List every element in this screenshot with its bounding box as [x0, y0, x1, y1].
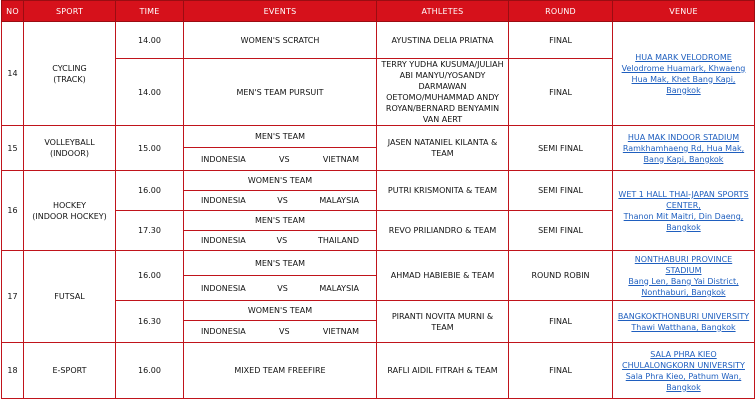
venue-cell [613, 22, 755, 126]
matchup [184, 148, 377, 171]
event-time: 15.00 [116, 126, 184, 171]
team-2: VIETNAM [322, 327, 359, 336]
team-2: MALAYSIA [319, 283, 359, 293]
table-row [2, 126, 755, 148]
header-no: NO [2, 1, 24, 22]
event-name: WOMEN'S SCRATCH [184, 22, 377, 59]
sport-name: VOLLEYBALL (INDOOR) [24, 126, 116, 171]
vs-label: VS [279, 327, 290, 336]
athletes: PUTRI KRISMONITA & TEAM [377, 171, 509, 211]
venue-cell [613, 126, 755, 171]
header-time: TIME [116, 1, 184, 22]
header-athletes: ATHLETES [377, 1, 509, 22]
event-time: 16.00 [116, 343, 184, 399]
round: SEMI FINAL [509, 211, 613, 251]
matchup [184, 321, 377, 343]
athletes: AYUSTINA DELIA PRIATNA [377, 22, 509, 59]
venue-link[interactable]: HUA MAK INDOOR STADIUM Ramkhamhaeng Rd, Hua Mak, Bang Kapi, Bangkok [622, 132, 745, 164]
row-number: 14 [2, 22, 24, 126]
round: SEMI FINAL [509, 171, 613, 211]
sport-name: HOCKEY (INDOOR HOCKEY) [24, 171, 116, 251]
athletes: REVO PRILIANDRO & TEAM [377, 211, 509, 251]
sport-name: FUTSAL [24, 251, 116, 343]
header-round: ROUND [509, 1, 613, 22]
event-category: MEN'S TEAM [184, 211, 377, 231]
table-row [2, 22, 755, 59]
team-1: INDONESIA [201, 196, 246, 205]
vs-label: VS [277, 196, 288, 205]
venue-cell [613, 251, 755, 301]
event-time: 14.00 [116, 22, 184, 59]
athletes: RAFLI AIDIL FITRAH & TEAM [377, 343, 509, 399]
team-2: VIETNAM [322, 154, 359, 164]
row-number: 16 [2, 171, 24, 251]
athletes: TERRY YUDHA KUSUMA/JULIAH ABI MANYU/YOSANDY DARMAWAN OETOMO/MUHAMMAD ANDY ROYAN/BERNARD BENYAMIN VAN AERT [377, 59, 509, 126]
event-time: 16.00 [116, 251, 184, 301]
team-1: INDONESIA [201, 327, 246, 336]
sport-name: CYCLING (TRACK) [24, 22, 116, 126]
athletes: AHMAD HABIEBIE & TEAM [377, 251, 509, 301]
team-2: THAILAND [318, 236, 359, 245]
event-time: 17.30 [116, 211, 184, 251]
header-venue: VENUE [613, 1, 755, 22]
matchup [184, 191, 377, 211]
round: FINAL [509, 343, 613, 399]
schedule-table [1, 0, 755, 399]
venue-link[interactable]: BANGKOKTHONBURI UNIVERSITY Thawi Watthana, Bangkok [617, 311, 750, 332]
venue-link[interactable]: HUA MARK VELODROME Velodrome Huamark, Khwaeng Hua Mak, Khet Bang Kapi, Bangkok [621, 52, 746, 95]
event-time: 14.00 [116, 59, 184, 126]
venue-link[interactable]: NONTHABURI PROVINCE STADIUM Bang Len, Bang Yai District, Nonthaburi, Bangkok [628, 254, 739, 297]
event-name: MEN'S TEAM PURSUIT [184, 59, 377, 126]
team-1: INDONESIA [201, 283, 246, 293]
venue-cell [613, 301, 755, 343]
round: ROUND ROBIN [509, 251, 613, 301]
vs-label: VS [277, 283, 288, 293]
round: SEMI FINAL [509, 126, 613, 171]
team-2: MALAYSIA [319, 196, 359, 205]
vs-label: VS [279, 154, 290, 164]
table-row [2, 171, 755, 191]
table-row [2, 343, 755, 399]
event-name: MIXED TEAM FREEFIRE [184, 343, 377, 399]
vs-label: VS [276, 236, 288, 245]
round: FINAL [509, 59, 613, 126]
venue-link[interactable]: SALA PHRA KIEO CHULALONGKORN UNIVERSITY Sala Phra Kieo, Pathum Wan, Bangkok [622, 349, 745, 392]
sport-name: E-SPORT [24, 343, 116, 399]
athletes: JASEN NATANIEL KILANTA & TEAM [377, 126, 509, 171]
matchup [184, 276, 377, 301]
venue-link[interactable]: WET 1 HALL THAI-JAPAN SPORTS CENTER, Thanon Mit Maitri, Din Daeng, Bangkok [618, 189, 749, 232]
event-category: MEN'S TEAM [184, 251, 377, 276]
venue-cell [613, 171, 755, 251]
header-events: EVENTS [184, 1, 377, 22]
header-row [2, 1, 755, 22]
round: FINAL [509, 22, 613, 59]
venue-cell [613, 343, 755, 399]
event-category: WOMEN'S TEAM [184, 301, 377, 321]
athletes: PIRANTI NOVITA MURNI & TEAM [377, 301, 509, 343]
row-number: 18 [2, 343, 24, 399]
event-category: WOMEN'S TEAM [184, 171, 377, 191]
event-time: 16.00 [116, 171, 184, 211]
header-sport: SPORT [24, 1, 116, 22]
team-1: INDONESIA [201, 154, 246, 164]
round: FINAL [509, 301, 613, 343]
row-number: 15 [2, 126, 24, 171]
table-row [2, 251, 755, 276]
event-time: 16.30 [116, 301, 184, 343]
matchup [184, 231, 377, 251]
row-number: 17 [2, 251, 24, 343]
team-1: INDONESIA [201, 236, 246, 245]
event-category: MEN'S TEAM [184, 126, 377, 148]
